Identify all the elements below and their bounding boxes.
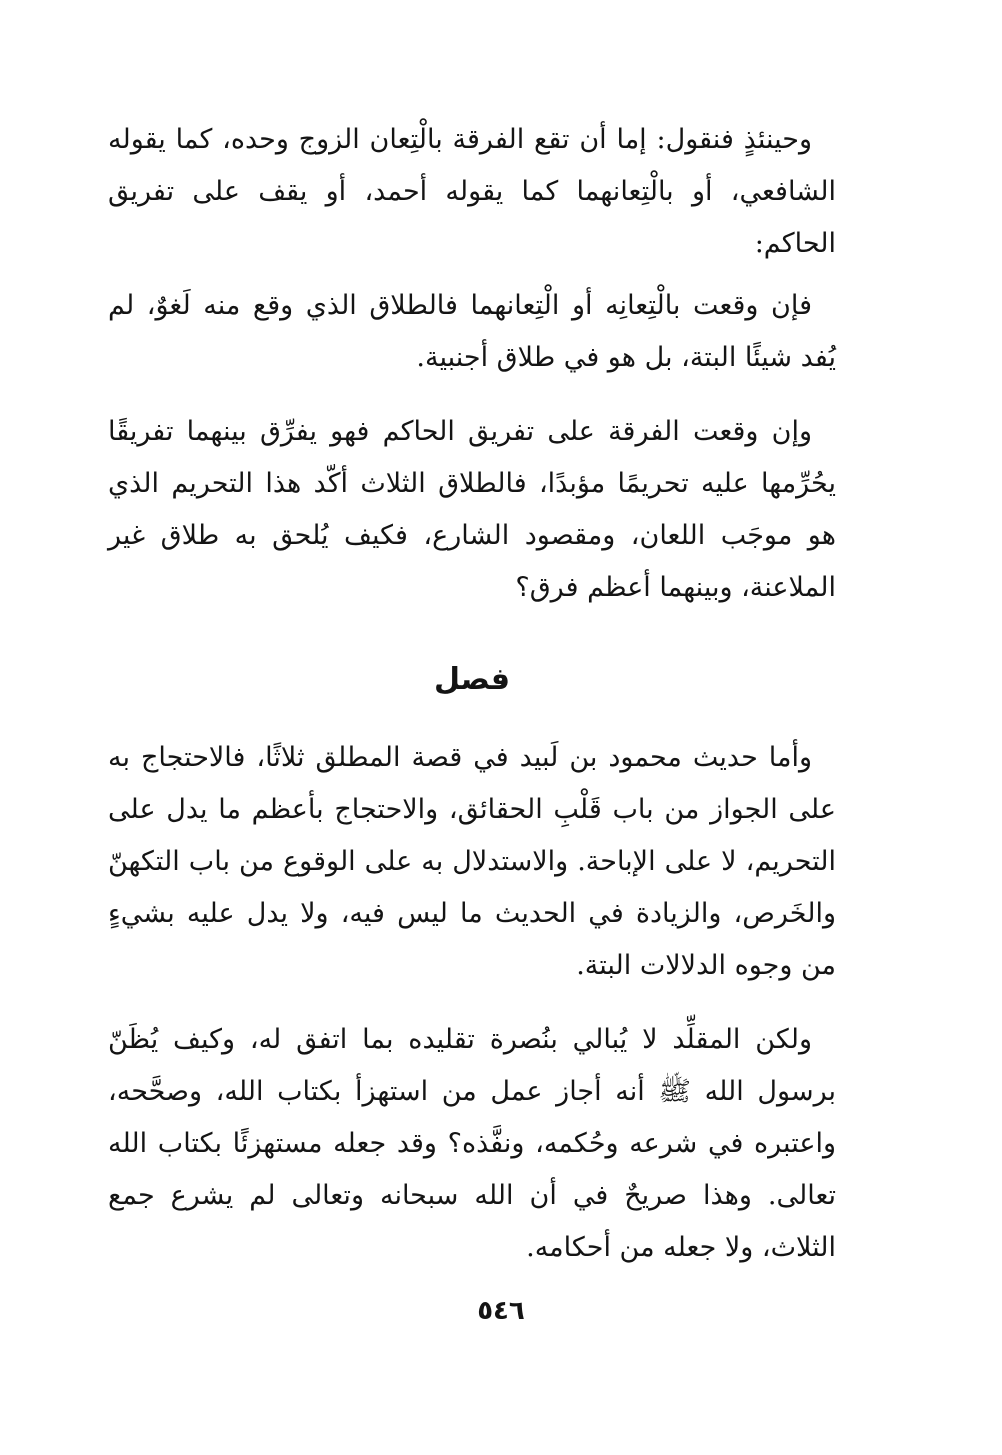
paragraph-2: فإن وقعت بالْتِعانِه أو الْتِعانهما فالطلاق الذي وقع منه لَغوٌ، لم يُفد شيئًا البتة، بل هو في طلاق أجنبية. <box>108 290 836 373</box>
paragraph-5: ولكن المقلِّد لا يُبالي بنُصرة تقليده بما اتفق له، وكيف يُظَنّ برسول الله ﷺ أنه أجاز عمل من استهزأ بكتاب الله، وصحَّحه، واعتبره في شرعه وحُكمه، ونفَّذه؟ وقد جعله مستهزئًا بكتاب الله تعالى. وهذا صريحٌ في أن الله سبحانه وتعالى لم يشرع جمع الثلاث، ولا جعله من أحكامه. <box>108 1024 836 1263</box>
paragraph-3: وإن وقعت الفرقة على تفريق الحاكم فهو يفرِّق بينهما تفريقًا يحُرِّمها عليه تحريمًا مؤبدًا، فالطلاق الثلاث أكّد هذا التحريم الذي هو موجَب اللعان، ومقصود الشارع، فكيف يُلحق به طلاق غير الملاعنة، وبينهما أعظم فرق؟ <box>108 416 836 603</box>
paragraph-1: وحينئذٍ فنقول: إما أن تقع الفرقة بالْتِعان الزوج وحده، كما يقوله الشافعي، أو بالْتِعانهما كما يقوله أحمد، أو يقف على تفريق الحاكم: <box>108 124 836 259</box>
page-body <box>108 114 836 1274</box>
page-number: ٥٤٦ <box>477 1296 525 1326</box>
paragraph-4: وأما حديث محمود بن لَبيد في قصة المطلق ثلاثًا، فالاحتجاج به على الجواز من باب قَلْبِ الحقائق، والاحتجاج بأعظم ما يدل على التحريم، لا على الإباحة. والاستدلال به على الوقوع من باب التكهنّ والخَرص، والزيادة في الحديث ما ليس فيه، ولا يدل عليه بشيءٍ من وجوه الدلالات البتة. <box>108 742 836 981</box>
section-heading: فصل <box>434 662 510 697</box>
